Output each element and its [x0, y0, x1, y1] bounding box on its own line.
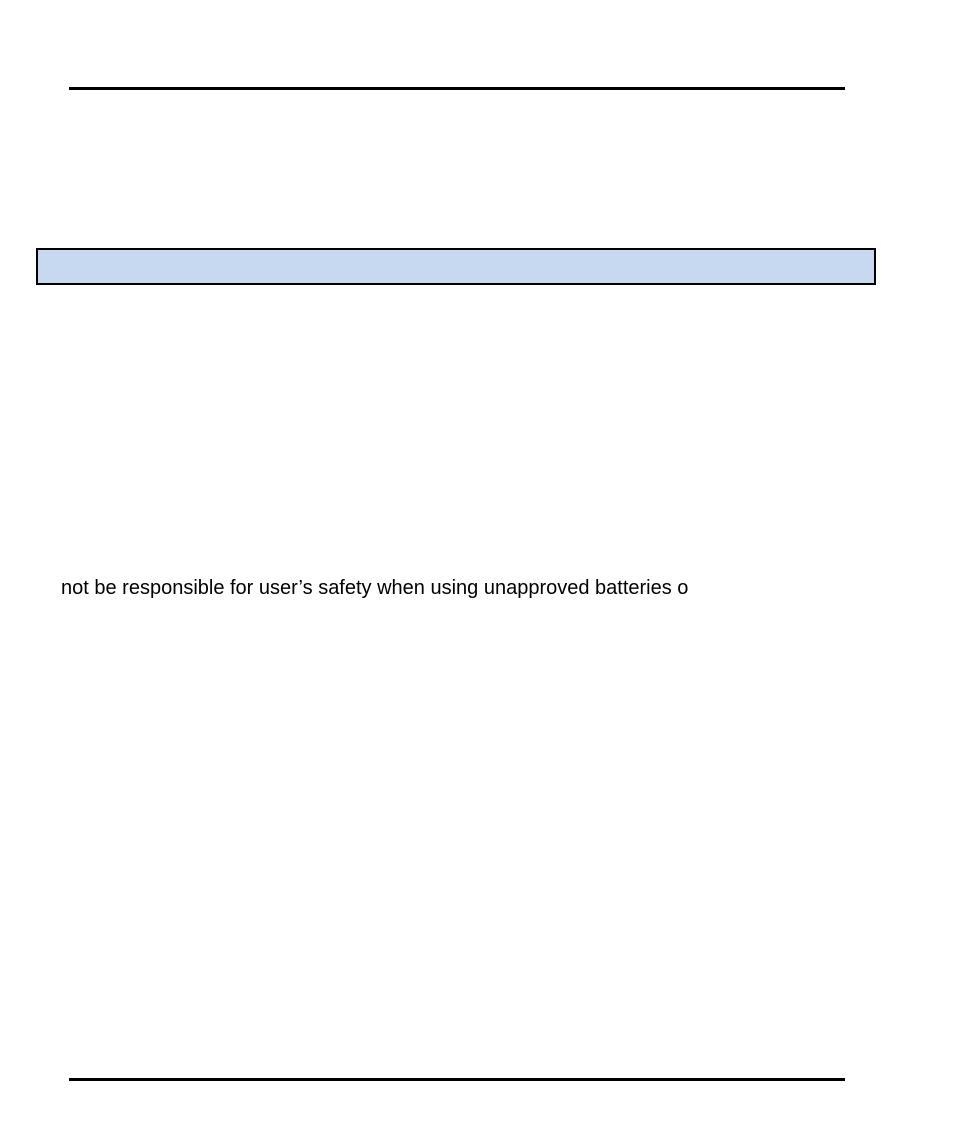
footer-rule	[69, 1078, 845, 1081]
header-rule	[69, 87, 845, 90]
body-text-line: not be responsible for user’s safety when using unapproved batteries o	[61, 577, 689, 599]
section-heading-banner	[36, 248, 876, 285]
